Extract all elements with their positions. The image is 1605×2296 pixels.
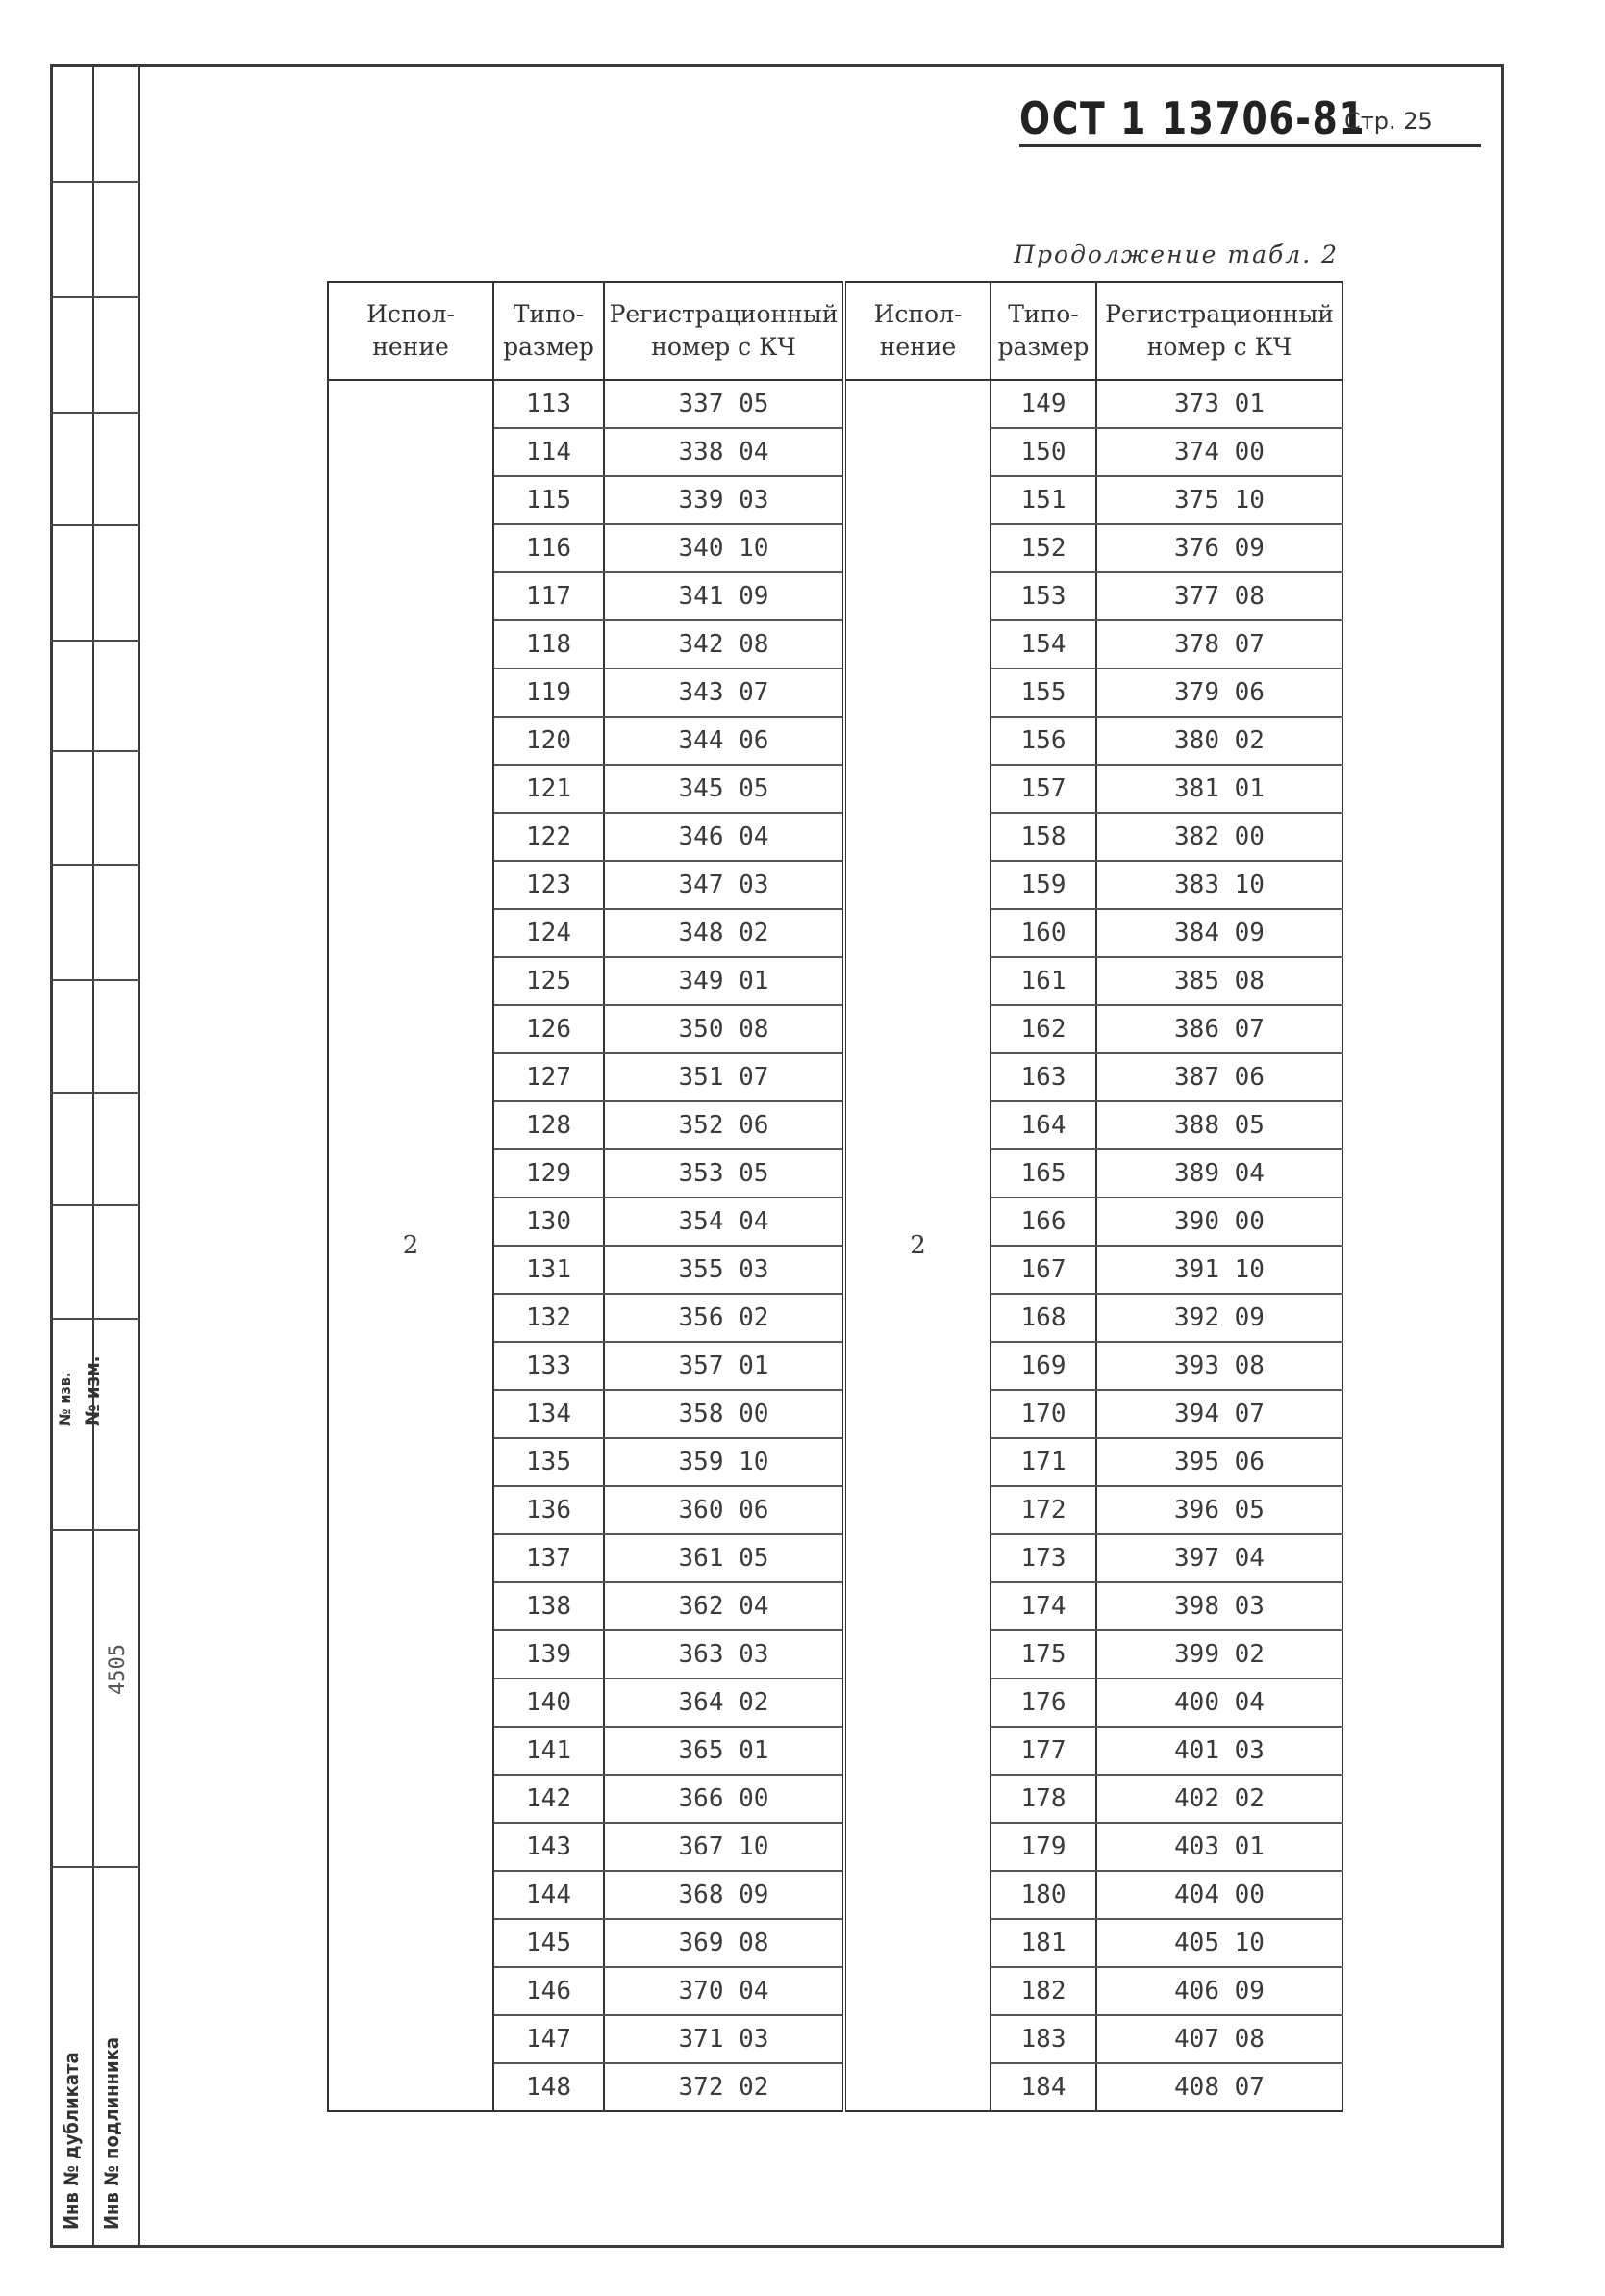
margin-line bbox=[50, 1529, 140, 1531]
cell-tiporazmer: 114 bbox=[493, 428, 604, 476]
cell-tiporazmer: 166 bbox=[991, 1198, 1096, 1246]
cell-regnomer: 405 10 bbox=[1096, 1919, 1342, 1967]
cell-tiporazmer: 126 bbox=[493, 1005, 604, 1053]
cell-regnomer: 372 02 bbox=[604, 2063, 844, 2111]
cell-regnomer: 347 03 bbox=[604, 861, 844, 909]
cell-regnomer: 344 06 bbox=[604, 717, 844, 765]
cell-regnomer: 369 08 bbox=[604, 1919, 844, 1967]
cell-tiporazmer: 162 bbox=[991, 1005, 1096, 1053]
cell-tiporazmer: 145 bbox=[493, 1919, 604, 1967]
cell-tiporazmer: 168 bbox=[991, 1294, 1096, 1342]
cell-tiporazmer: 177 bbox=[991, 1727, 1096, 1775]
margin-line bbox=[50, 864, 140, 866]
cell-regnomer: 375 10 bbox=[1096, 476, 1342, 524]
cell-regnomer: 345 05 bbox=[604, 765, 844, 813]
cell-tiporazmer: 155 bbox=[991, 669, 1096, 717]
cell-regnomer: 360 06 bbox=[604, 1486, 844, 1534]
cell-regnomer: 394 07 bbox=[1096, 1390, 1342, 1438]
cell-tiporazmer: 176 bbox=[991, 1678, 1096, 1727]
document-code: ОСТ 1 13706-81 bbox=[1019, 92, 1367, 144]
table-row bbox=[328, 380, 1342, 428]
cell-regnomer: 398 03 bbox=[1096, 1582, 1342, 1630]
cell-regnomer: 352 06 bbox=[604, 1101, 844, 1149]
margin-line bbox=[50, 1204, 140, 1206]
cell-regnomer: 386 07 bbox=[1096, 1005, 1342, 1053]
cell-tiporazmer: 165 bbox=[991, 1149, 1096, 1198]
cell-tiporazmer: 121 bbox=[493, 765, 604, 813]
cell-tiporazmer: 123 bbox=[493, 861, 604, 909]
cell-tiporazmer: 180 bbox=[991, 1871, 1096, 1919]
cell-tiporazmer: 128 bbox=[493, 1101, 604, 1149]
cell-tiporazmer: 149 bbox=[991, 380, 1096, 428]
cell-regnomer: 350 08 bbox=[604, 1005, 844, 1053]
margin-line bbox=[50, 1866, 140, 1868]
margin-line bbox=[50, 412, 140, 414]
cell-tiporazmer: 164 bbox=[991, 1101, 1096, 1149]
cell-regnomer: 346 04 bbox=[604, 813, 844, 861]
cell-tiporazmer: 120 bbox=[493, 717, 604, 765]
cell-tiporazmer: 127 bbox=[493, 1053, 604, 1101]
cell-regnomer: 342 08 bbox=[604, 620, 844, 669]
cell-tiporazmer: 136 bbox=[493, 1486, 604, 1534]
cell-tiporazmer: 147 bbox=[493, 2015, 604, 2063]
cell-regnomer: 357 01 bbox=[604, 1342, 844, 1390]
cell-regnomer: 371 03 bbox=[604, 2015, 844, 2063]
cell-regnomer: 383 10 bbox=[1096, 861, 1342, 909]
cell-tiporazmer: 156 bbox=[991, 717, 1096, 765]
cell-tiporazmer: 163 bbox=[991, 1053, 1096, 1101]
cell-regnomer: 395 06 bbox=[1096, 1438, 1342, 1486]
cell-tiporazmer: 174 bbox=[991, 1582, 1096, 1630]
cell-tiporazmer: 124 bbox=[493, 909, 604, 957]
cell-tiporazmer: 146 bbox=[493, 1967, 604, 2015]
cell-tiporazmer: 170 bbox=[991, 1390, 1096, 1438]
table-body bbox=[328, 380, 1342, 2111]
cell-regnomer: 397 04 bbox=[1096, 1534, 1342, 1582]
cell-tiporazmer: 183 bbox=[991, 2015, 1096, 2063]
cell-regnomer: 404 00 bbox=[1096, 1871, 1342, 1919]
header-ispolnenie-left: Испол- нение bbox=[328, 282, 493, 380]
cell-regnomer: 376 09 bbox=[1096, 524, 1342, 572]
cell-regnomer: 373 01 bbox=[1096, 380, 1342, 428]
cell-regnomer: 403 01 bbox=[1096, 1823, 1342, 1871]
cell-regnomer: 338 04 bbox=[604, 428, 844, 476]
cell-regnomer: 364 02 bbox=[604, 1678, 844, 1727]
cell-tiporazmer: 129 bbox=[493, 1149, 604, 1198]
cell-tiporazmer: 179 bbox=[991, 1823, 1096, 1871]
cell-regnomer: 377 08 bbox=[1096, 572, 1342, 620]
margin-strip-divider bbox=[92, 64, 94, 2248]
header-regnomer-left: Регистрационный номер с КЧ bbox=[604, 282, 844, 380]
cell-tiporazmer: 159 bbox=[991, 861, 1096, 909]
cell-tiporazmer: 152 bbox=[991, 524, 1096, 572]
cell-tiporazmer: 130 bbox=[493, 1198, 604, 1246]
margin-line bbox=[50, 1092, 140, 1094]
cell-regnomer: 378 07 bbox=[1096, 620, 1342, 669]
cell-tiporazmer: 161 bbox=[991, 957, 1096, 1005]
cell-regnomer: 402 02 bbox=[1096, 1775, 1342, 1823]
cell-tiporazmer: 158 bbox=[991, 813, 1096, 861]
cell-regnomer: 407 08 bbox=[1096, 2015, 1342, 2063]
cell-tiporazmer: 132 bbox=[493, 1294, 604, 1342]
cell-tiporazmer: 137 bbox=[493, 1534, 604, 1582]
cell-regnomer: 337 05 bbox=[604, 380, 844, 428]
page-number: Стр. 25 bbox=[1344, 108, 1433, 135]
cell-tiporazmer: 119 bbox=[493, 669, 604, 717]
cell-regnomer: 351 07 bbox=[604, 1053, 844, 1101]
margin-line bbox=[50, 1318, 140, 1320]
cell-regnomer: 354 04 bbox=[604, 1198, 844, 1246]
cell-regnomer: 408 07 bbox=[1096, 2063, 1342, 2111]
cell-regnomer: 348 02 bbox=[604, 909, 844, 957]
cell-tiporazmer: 140 bbox=[493, 1678, 604, 1727]
cell-tiporazmer: 167 bbox=[991, 1246, 1096, 1294]
cell-tiporazmer: 181 bbox=[991, 1919, 1096, 1967]
cell-tiporazmer: 117 bbox=[493, 572, 604, 620]
cell-tiporazmer: 171 bbox=[991, 1438, 1096, 1486]
cell-tiporazmer: 153 bbox=[991, 572, 1096, 620]
cell-regnomer: 381 01 bbox=[1096, 765, 1342, 813]
cell-tiporazmer: 143 bbox=[493, 1823, 604, 1871]
margin-label-change-no: № изм. bbox=[81, 1355, 104, 1426]
cell-tiporazmer: 150 bbox=[991, 428, 1096, 476]
cell-regnomer: 380 02 bbox=[1096, 717, 1342, 765]
cell-tiporazmer: 116 bbox=[493, 524, 604, 572]
margin-line bbox=[50, 181, 140, 183]
cell-regnomer: 382 00 bbox=[1096, 813, 1342, 861]
cell-regnomer: 367 10 bbox=[604, 1823, 844, 1871]
cell-tiporazmer: 154 bbox=[991, 620, 1096, 669]
cell-tiporazmer: 125 bbox=[493, 957, 604, 1005]
cell-regnomer: 349 01 bbox=[604, 957, 844, 1005]
cell-regnomer: 343 07 bbox=[604, 669, 844, 717]
cell-tiporazmer: 133 bbox=[493, 1342, 604, 1390]
cell-regnomer: 406 09 bbox=[1096, 1967, 1342, 2015]
cell-tiporazmer: 131 bbox=[493, 1246, 604, 1294]
cell-regnomer: 361 05 bbox=[604, 1534, 844, 1582]
margin-line bbox=[50, 296, 140, 298]
cell-tiporazmer: 175 bbox=[991, 1630, 1096, 1678]
margin-line bbox=[50, 979, 140, 981]
cell-regnomer: 339 03 bbox=[604, 476, 844, 524]
cell-tiporazmer: 135 bbox=[493, 1438, 604, 1486]
header-tiporazmer-right: Типо- размер bbox=[991, 282, 1096, 380]
cell-regnomer: 390 00 bbox=[1096, 1198, 1342, 1246]
cell-ispolnenie-left: 2 bbox=[328, 380, 493, 2111]
margin-label-notice-no: № изв. bbox=[56, 1372, 74, 1426]
cell-regnomer: 388 05 bbox=[1096, 1101, 1342, 1149]
margin-line bbox=[50, 524, 140, 526]
cell-regnomer: 356 02 bbox=[604, 1294, 844, 1342]
margin-label-original: Инв № подлинника bbox=[100, 2037, 123, 2230]
cell-regnomer: 400 04 bbox=[1096, 1678, 1342, 1727]
margin-number: 4505 bbox=[106, 1644, 130, 1695]
cell-regnomer: 353 05 bbox=[604, 1149, 844, 1198]
header-regnomer-right: Регистрационный номер с КЧ bbox=[1096, 282, 1342, 380]
cell-regnomer: 396 05 bbox=[1096, 1486, 1342, 1534]
cell-regnomer: 341 09 bbox=[604, 572, 844, 620]
cell-tiporazmer: 148 bbox=[493, 2063, 604, 2111]
cell-regnomer: 391 10 bbox=[1096, 1246, 1342, 1294]
margin-line bbox=[50, 640, 140, 642]
cell-regnomer: 384 09 bbox=[1096, 909, 1342, 957]
cell-regnomer: 374 00 bbox=[1096, 428, 1342, 476]
margin-strip bbox=[50, 64, 140, 2248]
header-ispolnenie-right: Испол- нение bbox=[844, 282, 991, 380]
cell-tiporazmer: 182 bbox=[991, 1967, 1096, 2015]
cell-tiporazmer: 138 bbox=[493, 1582, 604, 1630]
margin-label-duplicate: Инв № дубликата bbox=[60, 2052, 83, 2230]
cell-tiporazmer: 139 bbox=[493, 1630, 604, 1678]
cell-tiporazmer: 144 bbox=[493, 1871, 604, 1919]
cell-tiporazmer: 184 bbox=[991, 2063, 1096, 2111]
cell-regnomer: 385 08 bbox=[1096, 957, 1342, 1005]
cell-regnomer: 359 10 bbox=[604, 1438, 844, 1486]
cell-tiporazmer: 172 bbox=[991, 1486, 1096, 1534]
cell-ispolnenie-right: 2 bbox=[844, 380, 991, 2111]
header-tiporazmer-left: Типо- размер bbox=[493, 282, 604, 380]
cell-tiporazmer: 160 bbox=[991, 909, 1096, 957]
cell-regnomer: 363 03 bbox=[604, 1630, 844, 1678]
cell-regnomer: 355 03 bbox=[604, 1246, 844, 1294]
header-underline bbox=[1019, 144, 1481, 147]
table-continuation-caption: Продолжение табл. 2 bbox=[1014, 240, 1339, 268]
cell-regnomer: 362 04 bbox=[604, 1582, 844, 1630]
cell-tiporazmer: 141 bbox=[493, 1727, 604, 1775]
cell-regnomer: 370 04 bbox=[604, 1967, 844, 2015]
cell-regnomer: 399 02 bbox=[1096, 1630, 1342, 1678]
cell-regnomer: 392 09 bbox=[1096, 1294, 1342, 1342]
margin-line bbox=[50, 750, 140, 752]
cell-regnomer: 389 04 bbox=[1096, 1149, 1342, 1198]
cell-tiporazmer: 142 bbox=[493, 1775, 604, 1823]
cell-tiporazmer: 151 bbox=[991, 476, 1096, 524]
cell-regnomer: 368 09 bbox=[604, 1871, 844, 1919]
table-header-row bbox=[328, 282, 1342, 380]
cell-regnomer: 379 06 bbox=[1096, 669, 1342, 717]
cell-regnomer: 366 00 bbox=[604, 1775, 844, 1823]
cell-regnomer: 358 00 bbox=[604, 1390, 844, 1438]
cell-tiporazmer: 113 bbox=[493, 380, 604, 428]
cell-tiporazmer: 173 bbox=[991, 1534, 1096, 1582]
cell-tiporazmer: 115 bbox=[493, 476, 604, 524]
cell-tiporazmer: 178 bbox=[991, 1775, 1096, 1823]
cell-regnomer: 365 01 bbox=[604, 1727, 844, 1775]
cell-tiporazmer: 157 bbox=[991, 765, 1096, 813]
cell-regnomer: 340 10 bbox=[604, 524, 844, 572]
cell-regnomer: 393 08 bbox=[1096, 1342, 1342, 1390]
cell-tiporazmer: 169 bbox=[991, 1342, 1096, 1390]
cell-tiporazmer: 122 bbox=[493, 813, 604, 861]
cell-regnomer: 401 03 bbox=[1096, 1727, 1342, 1775]
registration-table bbox=[327, 281, 1343, 2112]
cell-tiporazmer: 118 bbox=[493, 620, 604, 669]
cell-regnomer: 387 06 bbox=[1096, 1053, 1342, 1101]
cell-tiporazmer: 134 bbox=[493, 1390, 604, 1438]
